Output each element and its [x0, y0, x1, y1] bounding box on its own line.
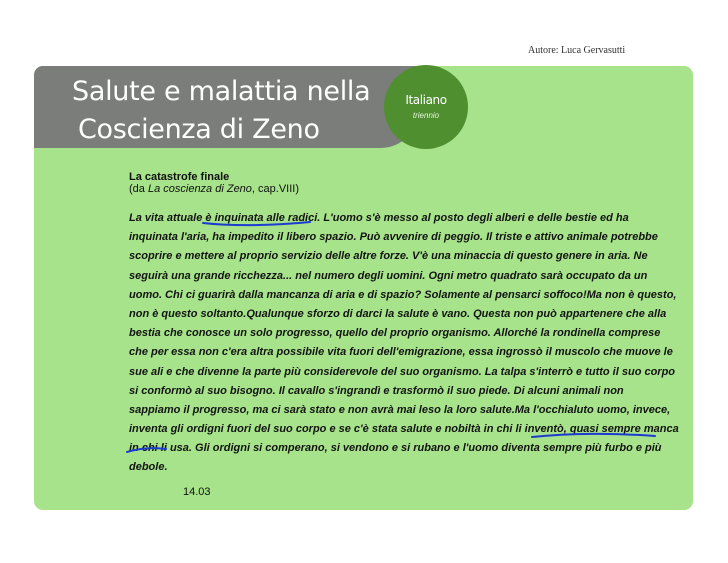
slide-title-line-2: Coscienza di Zeno	[78, 114, 320, 145]
excerpt-line: che per essa non c'era altra possibile vita fuori dell'emigrazione, essa ingrossò il muscolo che muove le	[129, 346, 673, 359]
excerpt-line: La vita attuale è inquinata alle radici. L'uomo s'è messo al posto degli alberi e delle bestie ed ha	[129, 212, 629, 224]
excerpt-line: seguirà una grande ricchezza... nel numero degli uomini. Ogni metro quadrato sarà occupato da un	[129, 269, 648, 282]
level-label: triennio	[412, 111, 440, 120]
excerpt-line: si conformò al suo bisogno. Il cavallo s'ingrandì e trasformò il suo piede. Di alcuni animali non	[129, 384, 624, 397]
slide-title-line-1: Salute e malattia nella	[72, 76, 371, 107]
excerpt-line: debole.	[129, 461, 168, 474]
author-credit: Autore: Luca Gervasutti	[528, 45, 626, 56]
excerpt-body	[129, 209, 689, 478]
source-work-title: La coscienza di Zeno	[147, 183, 252, 195]
excerpt-line: bestia che conosce un solo progresso, quello del proprio organismo. Allorché la rondinella comprese	[129, 327, 661, 340]
excerpt-heading: La catastrofe finale	[129, 171, 230, 183]
excerpt-line: sappiamo il progresso, ma ci sarà stato e non avrà mai leso la loro salute.Ma l'occhialuto uomo, invece,	[129, 403, 671, 416]
subject-badge	[384, 65, 468, 149]
excerpt-line: non è questo soltanto.Qualunque sforzo di darci la salute è vano. Questa non può appartenere che alla	[129, 307, 667, 320]
excerpt-line: sue ali e che divenne la parte più considerevole del suo organismo. La talpa s'interrò e tutto il suo corpo	[129, 365, 676, 378]
subject-label: Italiano	[405, 93, 447, 107]
slide-date: 14.03	[183, 486, 211, 498]
excerpt-line: in chi li usa. Gli ordigni si comperano, si vendono e si rubano e l'uomo diventa sempre più furbo e più	[129, 442, 662, 455]
excerpt-line: inventa gli ordigni fuori del suo corpo e se c'è stata salute e nobiltà in chi li inventò, quasi sempre manca	[129, 423, 679, 436]
excerpt-line: inquinata l'aria, ha impedito il libero spazio. Può avvenire di peggio. Il triste e attivo animale potrebbe	[129, 231, 658, 244]
source-prefix: (da	[129, 183, 148, 195]
source-suffix: , cap.VIII)	[251, 183, 299, 195]
excerpt-line: uomo. Chi ci guarirà dalla mancanza di aria e di spazio? Solamente al pensarci soffoco!Ma non è questo,	[129, 288, 677, 301]
excerpt-line: scoprire e mettere al proprio servizio delle altre forze. V'è una minaccia di questo genere in aria. Ne	[129, 250, 648, 263]
excerpt-source	[129, 183, 299, 195]
